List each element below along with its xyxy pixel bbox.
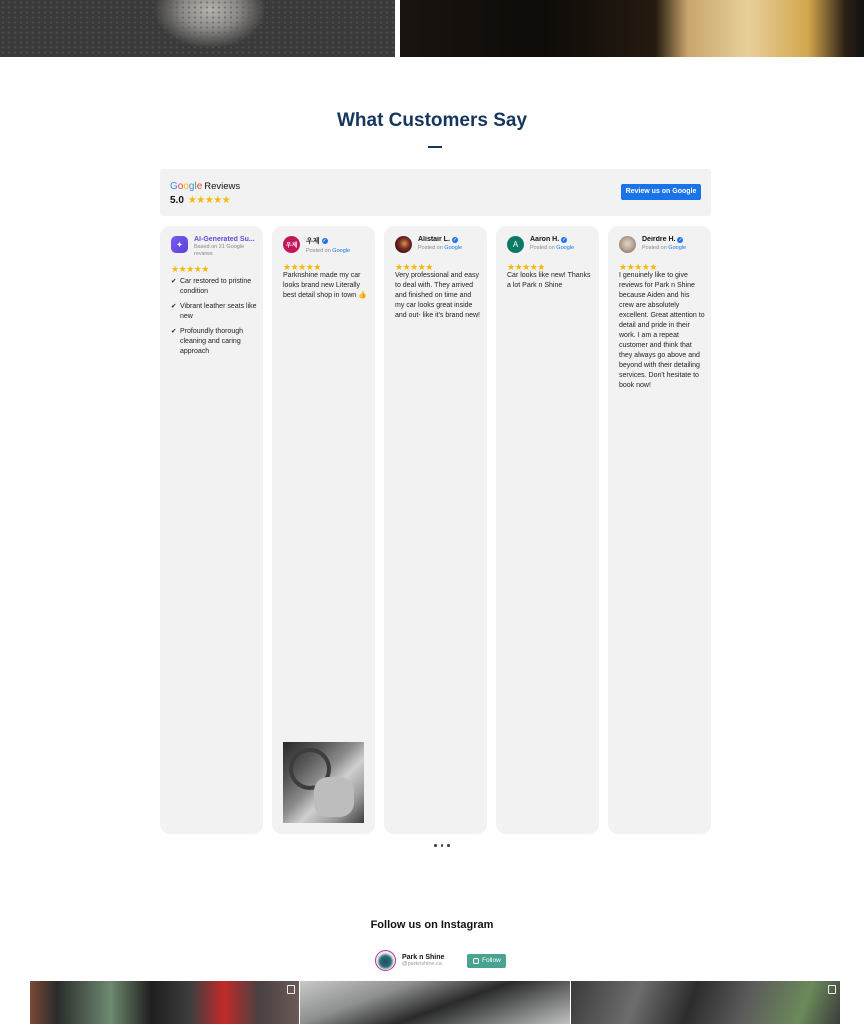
review-author: Alistair L. ✓ xyxy=(418,236,457,243)
summary-point: ✔ Vibrant leather seats like new xyxy=(171,302,257,322)
review-text: Parknshine made my car looks brand new Literally best detail shop in town 👍 xyxy=(283,272,367,299)
sparkle-icon: ✦ xyxy=(171,236,188,253)
review-card[interactable] xyxy=(608,226,711,834)
instagram-post[interactable] xyxy=(571,981,840,1024)
instagram-avatar[interactable] xyxy=(375,950,396,971)
instagram-post[interactable] xyxy=(300,981,569,1024)
posted-on: Posted on Google xyxy=(642,245,687,251)
avatar: 우제 xyxy=(283,236,300,253)
review-author: AI-Generated Su... xyxy=(194,236,255,243)
instagram-handle: @parknshine.ca xyxy=(402,961,442,967)
verified-badge-icon: ✓ xyxy=(322,238,327,243)
posted-on: Posted on Google xyxy=(306,248,351,254)
section-title: What Customers Say xyxy=(336,110,528,131)
review-author: 우제 ✓ xyxy=(306,238,327,245)
hero-images xyxy=(0,0,864,57)
review-card[interactable] xyxy=(384,226,487,834)
hero-left-image xyxy=(0,0,395,57)
review-author: Aaron H. ✓ xyxy=(530,236,567,243)
instagram-profile xyxy=(375,950,506,971)
carousel-pagination xyxy=(434,844,450,847)
posted-on: Posted on Google xyxy=(530,245,575,251)
star-rating-icon: ★★★★★ xyxy=(395,262,433,272)
star-rating-icon: ★★★★★ xyxy=(283,262,321,272)
review-text: I genuinely like to give reviews for Park n Shine because Aiden and his crew are absolutely excellent. Great attention to detail and pride in their work. I am a repeat customer and think that they always go above and beyond with their detailing services. Don't hesitate to book now! xyxy=(619,272,705,389)
avatar xyxy=(395,236,412,253)
verified-badge-icon: ✓ xyxy=(453,236,457,242)
star-rating-icon: ★★★★★ xyxy=(171,264,209,274)
review-card-ai-summary xyxy=(160,226,263,834)
title-divider xyxy=(428,146,442,148)
instagram-follow-button[interactable]: Follow xyxy=(467,954,506,968)
summary-point: ✔ Car restored to pristine condition xyxy=(171,277,257,297)
instagram-profile-name[interactable]: Park n Shine xyxy=(402,954,445,961)
star-rating-icon: ★★★★★ xyxy=(187,195,231,206)
summary-point: ✔ Profoundly thorough cleaning and caring approach xyxy=(171,327,257,357)
carousel-dot[interactable] xyxy=(441,844,444,847)
review-text: Very professional and easy to deal with. They arrived and finished on time and my car looks great inside and out- like it's brand new! xyxy=(395,272,480,319)
summary-points xyxy=(171,277,257,362)
instagram-feed xyxy=(30,981,840,1024)
rating-value: 5.0 xyxy=(170,195,184,206)
google-logo: Google xyxy=(170,181,203,192)
google-reviews-header xyxy=(160,169,711,216)
review-text: Car looks like new! Thanks a lot Park n Shine xyxy=(507,272,591,289)
instagram-icon xyxy=(473,958,479,964)
instagram-title: Follow us on Instagram xyxy=(370,919,494,931)
review-subtitle: Based on 21 Google reviews xyxy=(194,244,245,257)
hero-right-image xyxy=(400,0,864,57)
verified-badge-icon: ✓ xyxy=(678,236,683,242)
carousel-post-icon xyxy=(828,985,836,994)
instagram-post[interactable] xyxy=(30,981,299,1024)
review-author: Deirdre H. ✓ xyxy=(642,236,683,243)
review-us-on-google-button[interactable]: Review us on Google xyxy=(621,184,701,200)
posted-on: Posted on Google xyxy=(418,245,463,251)
reviews-carousel xyxy=(160,226,711,834)
review-photo[interactable] xyxy=(283,742,364,823)
verified-badge-icon: ✓ xyxy=(562,236,567,242)
star-rating-icon: ★★★★★ xyxy=(507,262,545,272)
carousel-dot[interactable] xyxy=(447,844,450,847)
overall-rating xyxy=(170,195,230,206)
review-card[interactable] xyxy=(496,226,599,834)
review-card[interactable] xyxy=(272,226,375,834)
google-reviews-title xyxy=(170,181,240,192)
star-rating-icon: ★★★★★ xyxy=(619,262,657,272)
reviews-label: Reviews xyxy=(204,181,241,192)
carousel-post-icon xyxy=(287,985,295,994)
avatar: A xyxy=(507,236,524,253)
avatar xyxy=(619,236,636,253)
carousel-dot[interactable] xyxy=(434,844,437,847)
